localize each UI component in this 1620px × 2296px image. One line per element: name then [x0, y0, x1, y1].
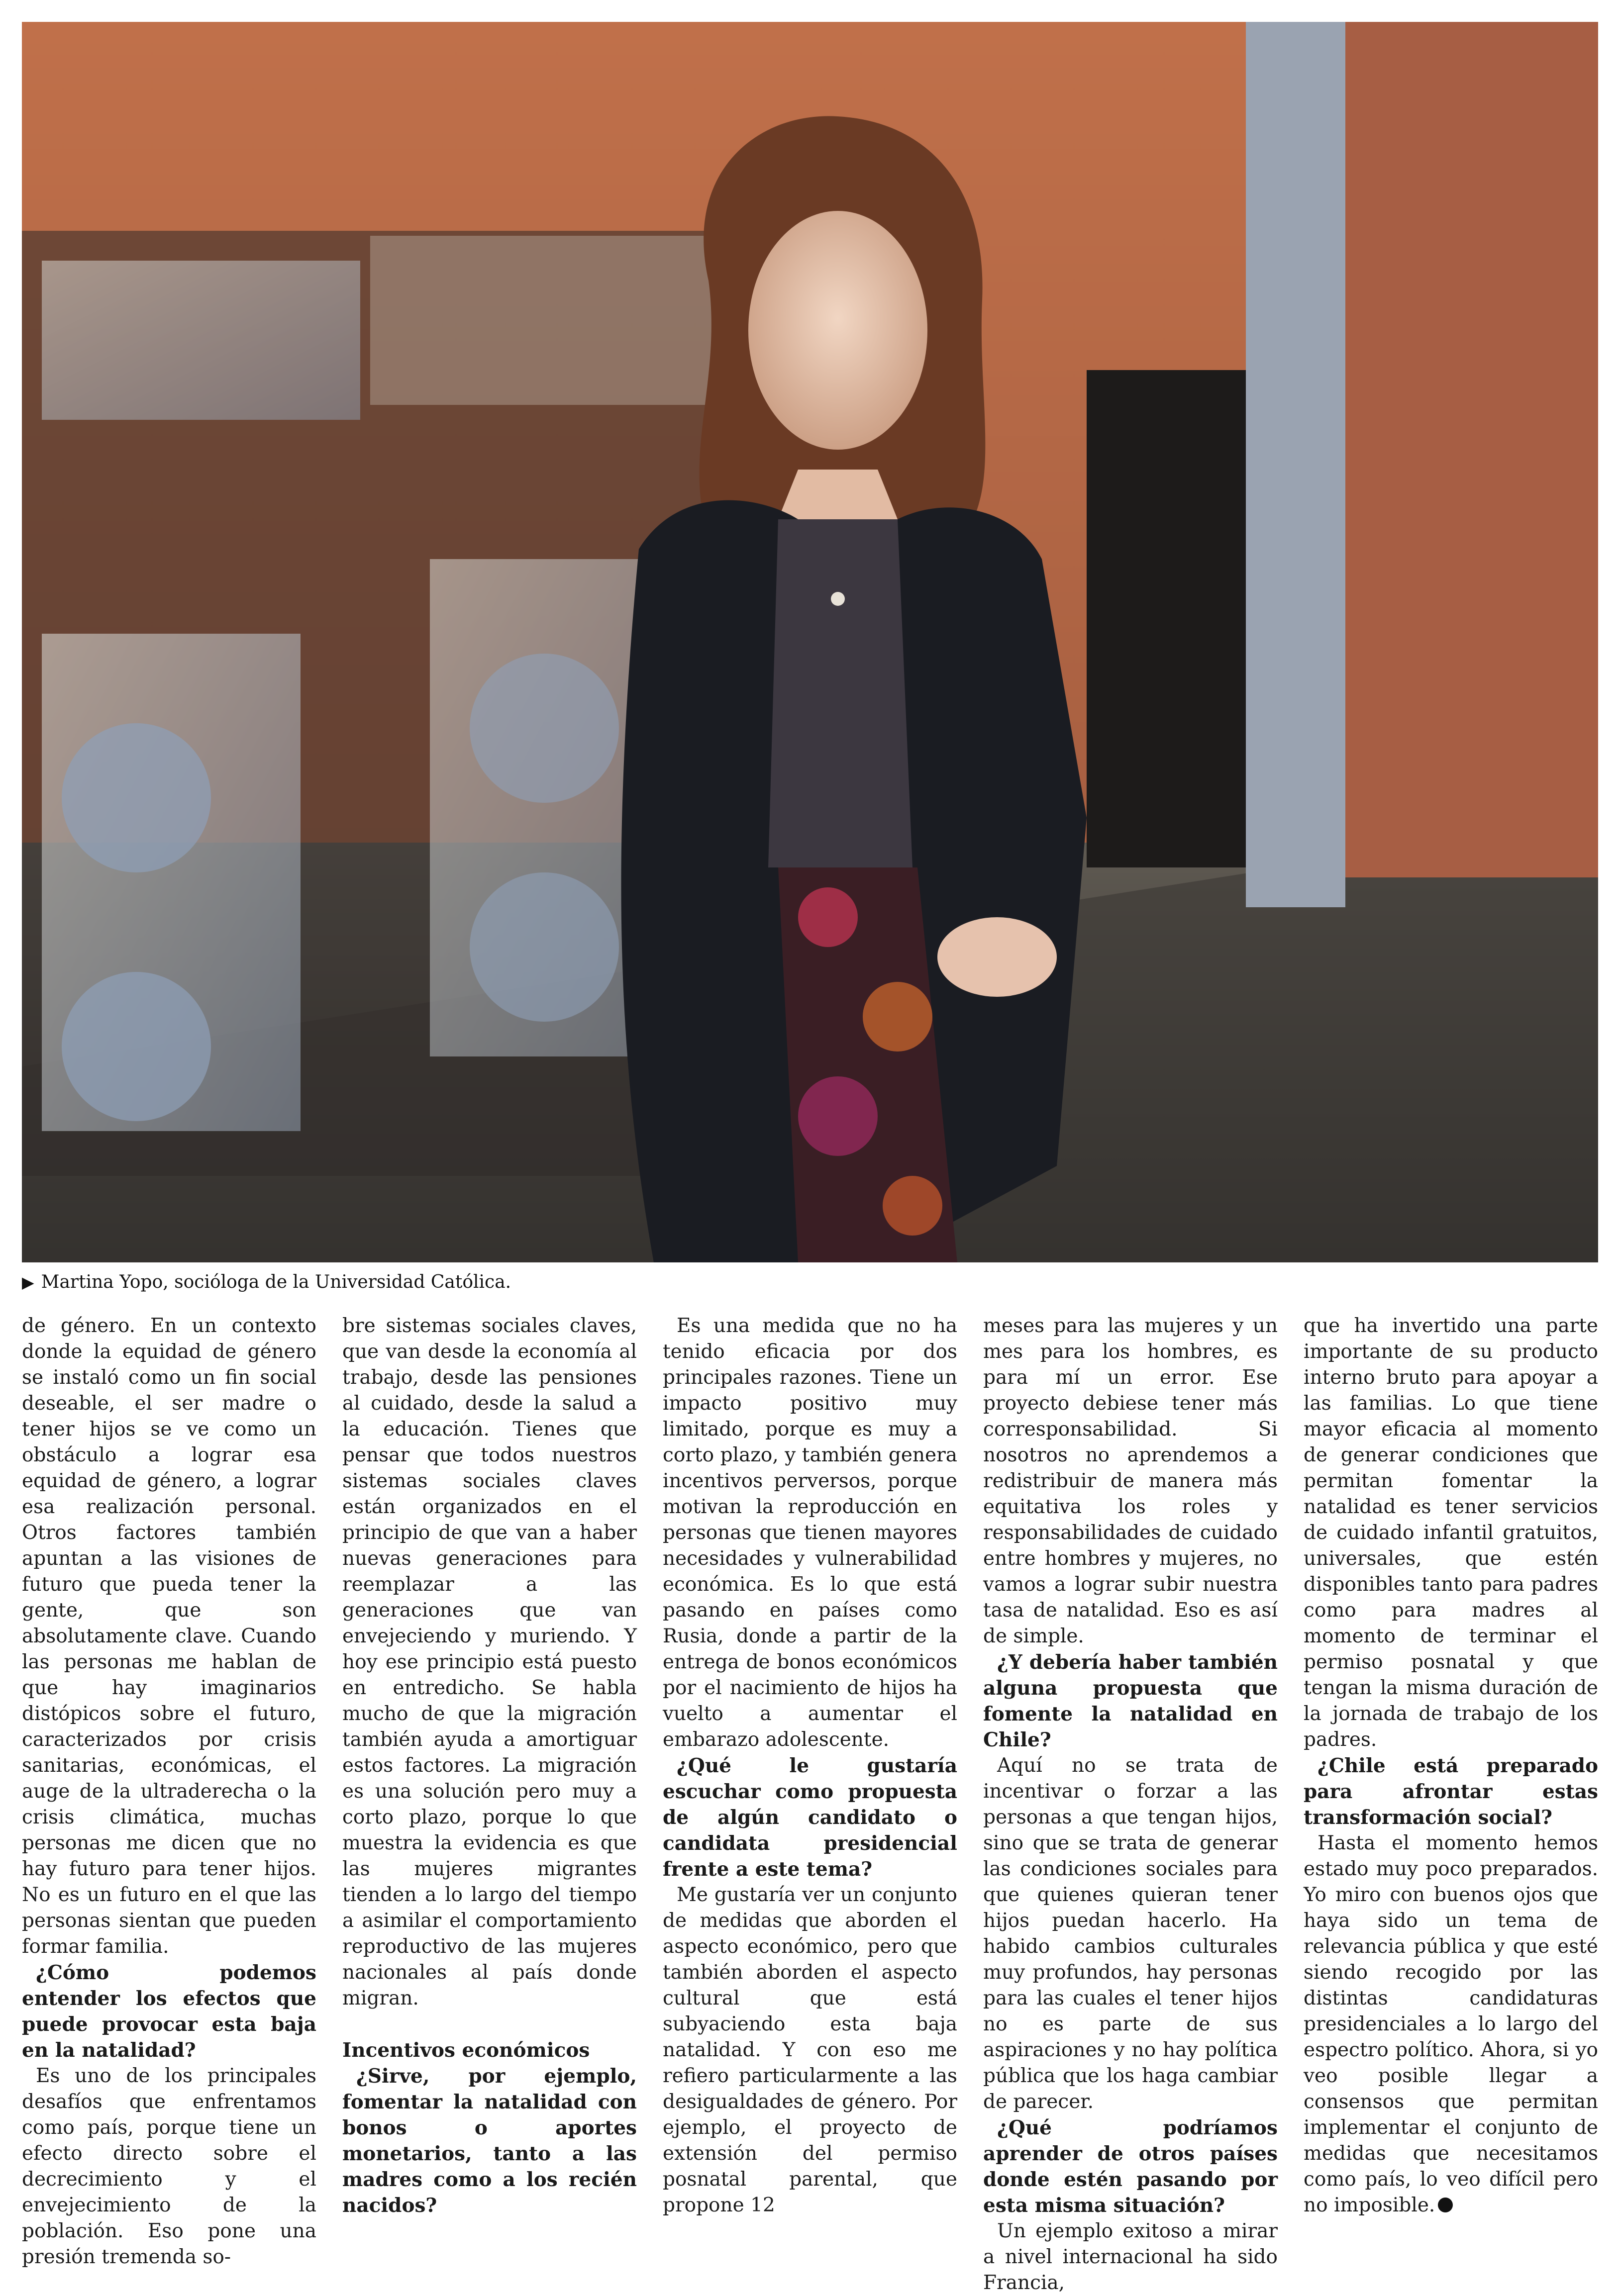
article-column-5	[1304, 1313, 1598, 2216]
interview-question	[983, 1649, 1278, 1753]
paragraph-text: Un ejemplo exitoso a mirar a nivel internacional ha sido Francia,	[983, 2220, 1278, 2294]
interview-question	[342, 2063, 637, 2218]
paragraph-text: que ha invertido una parte importante de su producto interno bruto para apoyar a las familias. Lo que tiene mayor eficacia al momento de generar condiciones que permitan fomentar la natalidad es tener servicios de cuidado infantil gratuitos, universales, que estén disponibles tanto para padres como para madres al momento de terminar el permiso posnatal y que tengan la misma duración de la jornada de trabajo de los padres.	[1304, 1315, 1598, 1751]
interview-question	[983, 2115, 1278, 2218]
article-paragraph	[663, 1313, 957, 1753]
interview-question	[1304, 1753, 1598, 1830]
paragraph-text: ¿Y debería haber también alguna propuesta que fomente la natalidad en Chile?	[983, 1651, 1278, 1751]
caption-arrow-icon: ▶	[22, 1273, 34, 1292]
article-paragraph	[22, 1313, 316, 1960]
section-subhead	[342, 2037, 637, 2063]
paragraph-text: Me gustaría ver un conjunto de medidas que aborden el aspecto económico, pero que también aborden el aspecto cultural que está subyaciendo esta baja natalidad. Y con eso me refiero particularmente a las desigualdades de género. Por ejemplo, el proyecto de extensión del permiso posnatal parental, que propone 12	[663, 1884, 957, 2216]
paragraph-text: ¿Qué le gustaría escuchar como propuesta de algún candidato o candidata presidencial frente a este tema?	[663, 1754, 957, 1881]
paragraph-text: ¿Chile está preparado para afrontar estas transformación social?	[1304, 1754, 1598, 1829]
article-paragraph	[342, 1313, 637, 2011]
article-paragraph	[663, 1882, 957, 2218]
article-column-3	[663, 1313, 957, 2216]
portrait-photo	[22, 22, 1598, 1262]
end-of-article-dot-icon	[1438, 2198, 1453, 2212]
paragraph-text: Hasta el momento hemos estado muy poco preparados. Yo miro con buenos ojos que haya sido un tema de relevancia pública y que esté siendo recogido por las distintas candidaturas presidenciales a lo largo del espectro político. Ahora, si yo veo posible llegar a consensos que permitan implementar el conjunto de medidas que necesitamos como país, lo veo difícil pero no imposible.	[1304, 1832, 1598, 2216]
caption-text: Martina Yopo, socióloga de la Universidad Católica.	[41, 1272, 511, 1292]
photo-caption	[22, 1267, 818, 1297]
paragraph-text: Aquí no se trata de incentivar o forzar a las personas a que tengan hijos, sino que se trata de generar las condiciones sociales para que quienes quieran tener hijos puedan hacerlo. Ha habido cambios culturales muy profundos, hay personas para las cuales el tener hijos no es parte de sus aspiraciones y no hay política pública que los haga cambiar de parecer.	[983, 1754, 1278, 2113]
article-paragraph	[983, 1753, 1278, 2115]
article-paragraph	[1304, 1830, 1598, 2218]
interview-question	[663, 1753, 957, 1882]
paragraph-text: ¿Sirve, por ejemplo, fomentar la natalidad con bonos o aportes monetarios, tanto a las madres como a los recién nacidos?	[342, 2065, 637, 2217]
article-paragraph	[1304, 1313, 1598, 1753]
article-column-4	[983, 1313, 1278, 2294]
paragraph-text: ¿Cómo podemos entender los efectos que puede provocar esta baja en la natalidad?	[22, 1961, 316, 2062]
paragraph-text: Es uno de los principales desafíos que enfrentamos como país, porque tiene un efecto directo sobre el decrecimiento y el envejecimiento de la población. Eso pone una presión tremenda so-	[22, 2065, 316, 2268]
article-column-2	[342, 1313, 637, 2217]
article-body	[22, 1313, 1598, 2294]
article-column-1	[22, 1313, 316, 2268]
paragraph-text: bre sistemas sociales claves, que van desde la economía al trabajo, desde las pensiones al cuidado, desde la salud a la educación. Tienes que pensar que todos nuestros sistemas sociales claves están organizados en el principio de que van a haber nuevas generaciones para reemplazar a las generaciones que van envejeciendo y muriendo. Y hoy ese principio está puesto en entredicho. Se habla mucho de que la migración también ayuda a amortiguar estos factores. La migración es una solución pero muy a corto plazo, porque lo que muestra la evidencia es que las mujeres migrantes tienden a lo largo del tiempo a asimilar el comportamiento reproductivo de las mujeres nacionales al país donde migran.	[342, 1315, 637, 2009]
paragraph-text: Es una medida que no ha tenido eficacia por dos principales razones. Tiene un impacto positivo muy limitado, porque es muy a corto plazo, y también genera incentivos perversos, porque motivan la reproducción en personas que tienen mayores necesidades y vulnerabilidad económica. Es lo que está pasando en países como Rusia, donde a partir de la entrega de bonos económicos por el nacimiento de hijos ha vuelto a aumentar el embarazo adolescente.	[663, 1315, 957, 1751]
article-paragraph	[983, 1313, 1278, 1649]
paragraph-text: Incentivos económicos	[342, 2039, 590, 2062]
article-paragraph	[983, 2218, 1278, 2296]
article-paragraph	[22, 2063, 316, 2270]
paragraph-text: meses para las mujeres y un mes para los hombres, es para mí un error. Ese proyecto debiese tener más corresponsabilidad. Si nosotros no aprendemos a redistribuir de manera más equitativa los roles y responsabilidades de cuidado entre hombres y mujeres, no vamos a lograr subir nuestra tasa de natalidad. Eso es así de simple.	[983, 1315, 1278, 1647]
paragraph-text: de género. En un contexto donde la equidad de género se instaló como un fin social deseable, el ser madre o tener hijos se ve como un obstáculo a lograr esa equidad de género, a lograr esa realización personal. Otros factores también apuntan a las visiones de futuro que pueda tener la gente, que son absolutamente clave. Cuando las personas me hablan de que hay imaginarios distópicos sobre el futuro, caracterizados por crisis sanitarias, económicas, el auge de la ultraderecha o la crisis climática, muchas personas me dicen que no hay futuro para tener hijos. No es un futuro en el que las personas sientan que pueden formar familia.	[22, 1315, 316, 1958]
paragraph-text: ¿Qué podríamos aprender de otros países donde estén pasando por esta misma situación?	[983, 2116, 1278, 2217]
interview-question	[22, 1960, 316, 2063]
